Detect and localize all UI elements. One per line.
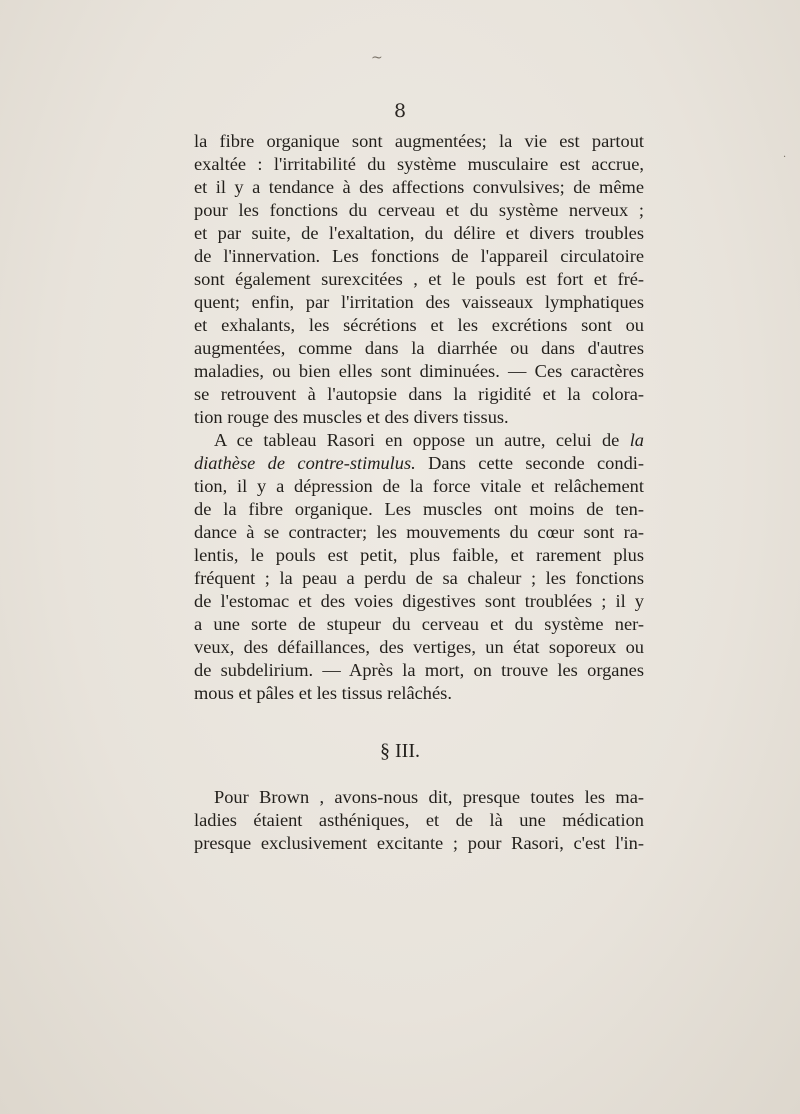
ink-speck: ·	[783, 152, 787, 163]
text-line: de l'innervation. Les fonctions de l'appareil circulatoire	[194, 246, 644, 266]
text-line	[194, 429, 644, 452]
text-line: ladies étaient asthéniques, et de là une médication	[194, 810, 644, 830]
text-line: et il y a tendance à des affections convulsives; de même	[194, 177, 644, 197]
text-line: Pour Brown , avons-nous dit, presque toutes les ma-	[214, 787, 644, 807]
text-line: se retrouvent à l'autopsie dans la rigidité et la colora-	[194, 384, 644, 404]
text-line: augmentées, comme dans la diarrhée ou dans d'autres	[194, 338, 644, 358]
section-heading: § III.	[380, 740, 420, 762]
text-line: veux, des défaillances, des vertiges, un état soporeux ou	[194, 637, 644, 657]
text-line: sont également surexcitées , et le pouls est fort et fré-	[194, 269, 644, 289]
text-line: et exhalants, les sécrétions et les excrétions sont ou	[194, 315, 644, 335]
paragraph-2	[194, 429, 644, 705]
page-number: 8	[393, 100, 407, 122]
text-line: tion rouge des muscles et des divers tissus.	[194, 407, 509, 427]
text-line	[194, 452, 644, 475]
text-line: dance à se contracter; les mouvements du cœur sont ra-	[194, 522, 644, 542]
text-line: et par suite, de l'exaltation, du délire et divers troubles	[194, 223, 644, 243]
text-line: de subdelirium. — Après la mort, on trouve les organes	[194, 660, 644, 680]
text-line: mous et pâles et les tissus relâchés.	[194, 683, 452, 703]
italic-text: la	[629, 430, 644, 450]
ink-speck: ~	[371, 50, 383, 66]
text-line: presque exclusivement excitante ; pour Rasori, c'est l'in-	[194, 833, 644, 853]
text-line: de la fibre organique. Les muscles ont moins de ten-	[194, 499, 644, 519]
text-line: pour les fonctions du cerveau et du système nerveux ;	[194, 200, 644, 220]
italic-text: diathèse de contre-stimulus.	[194, 453, 416, 473]
paragraph-3	[194, 786, 644, 855]
text-line: quent; enfin, par l'irritation des vaisseaux lymphatiques	[194, 292, 644, 312]
text-line: lentis, le pouls est petit, plus faible, et rarement plus	[194, 545, 644, 565]
text-span: A ce tableau Rasori en oppose un autre, celui de	[214, 430, 630, 450]
text-line: maladies, ou bien elles sont diminuées. — Ces caractères	[194, 361, 644, 381]
text-line: a une sorte de stupeur du cerveau et du système ner-	[194, 614, 644, 634]
text-line: la fibre organique sont augmentées; la vie est partout	[194, 131, 644, 151]
text-span: Dans cette seconde condi-	[415, 453, 644, 473]
text-line: exaltée : l'irritabilité du système musculaire est accrue,	[194, 154, 644, 174]
paragraph-1	[194, 130, 644, 429]
text-line: de l'estomac et des voies digestives sont troublées ; il y	[194, 591, 644, 611]
text-line: tion, il y a dépression de la force vitale et relâchement	[194, 476, 644, 496]
body-text	[194, 130, 644, 705]
text-line: fréquent ; la peau a perdu de sa chaleur ; les fonctions	[194, 568, 644, 588]
